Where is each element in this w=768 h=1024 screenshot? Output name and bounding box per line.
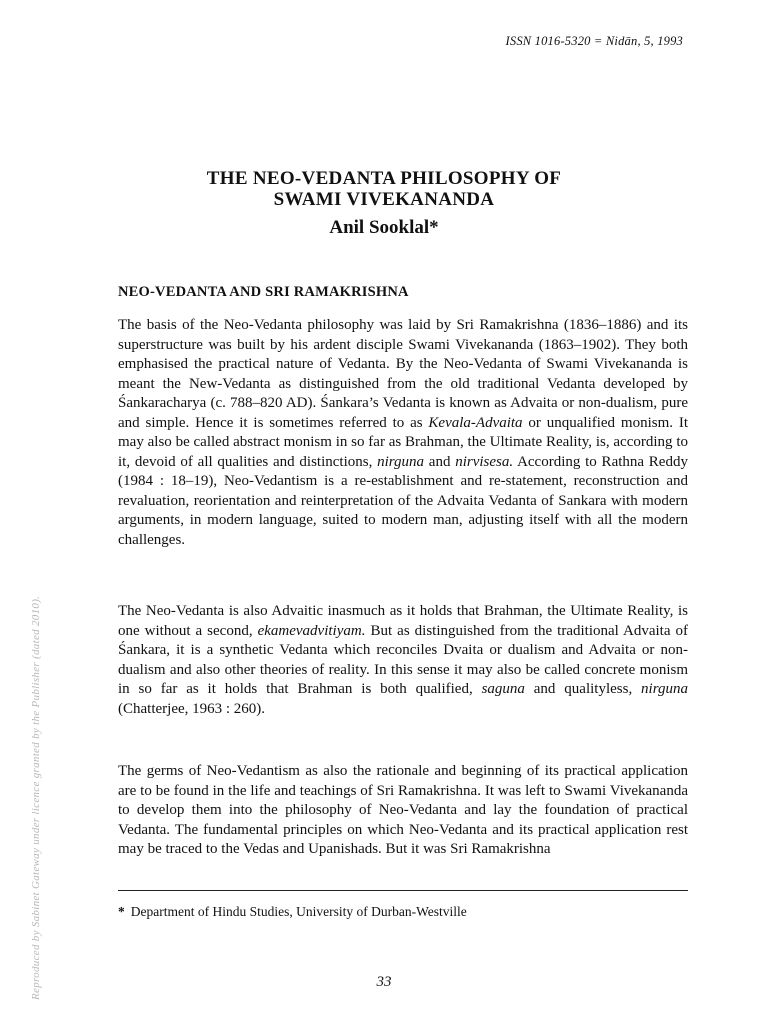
italic-term: Kevala-Advaita (428, 414, 523, 431)
text-run: and (424, 453, 456, 470)
footnote (118, 904, 467, 920)
italic-term: nirguna (641, 681, 688, 697)
title-line-2: SWAMI VIVEKANANDA (273, 189, 495, 210)
text-run: The basis of the Neo-Vedanta philosophy was laid by Sri Ramakrishna (1836–1886) and its superstructure was built by his ardent disciple Swami Vivekananda (1863–1902). They both emphasised the practical nature of Vedanta. By the Neo-Vedanta of Swami Vivekananda is meant the New-Vedanta as distinguished from the old traditional Vedanta developed by Śankaracharya (c. 788–820 AD). Śankara’s Vedanta is known as Advaita or non-dualism, pure and simple. Hence it is sometimes referred to as (118, 317, 688, 431)
section-heading: NEO-VEDANTA AND SRI RAMAKRISHNA (118, 284, 409, 300)
paragraph-2 (118, 602, 688, 719)
title-line-1: THE NEO-VEDANTA PHILOSOPHY OF (206, 168, 562, 189)
footnote-divider (118, 890, 688, 891)
italic-term: saguna (481, 681, 525, 697)
italic-term: ekamevadvitiyam. (257, 622, 366, 639)
sabinet-watermark: Reproduced by Sabinet Gateway under licence granted by the Publisher (dated 2010). (30, 595, 42, 1000)
running-head: ISSN 1016-5320 = Nidān, 5, 1993 (505, 34, 683, 48)
text-run: and qualityless, (524, 681, 642, 697)
title-block (0, 168, 768, 239)
text-run: The Neo-Vedanta is also Advaitic inasmuch as it holds that Brahman, the Ultimate Reality, is one without a second, (118, 603, 688, 639)
text-run: According to Rathna Reddy (1984 : 18–19), Neo-Vedantism is a re-establishment and re-statement, reconstruction and revaluation, reorientation and reinterpretation of the Advaita Vedanta of Sankara with modern arguments, in modern language, suited to modern man, adjusting itself with all the modern challenges. (118, 453, 688, 548)
text-run: But as distinguished from the traditional Advaita of Śankara, it is a synthetic Vedanta which reconciles Dvaita or dualism and Advaita or non-dualism and also other theories of reality. In this sense it may also be called concrete monism in so far as it holds that Brahman is both qualified, (118, 622, 688, 697)
paragraph-3 (118, 762, 688, 860)
paragraph-1 (118, 316, 688, 550)
italic-term: nirguna (377, 453, 425, 470)
author-name: Anil Sooklal* (329, 217, 439, 238)
text-run: The germs of Neo-Vedantism as also the rationale and beginning of its practical application are to be found in the life and teachings of Sri Ramakrishna. It was left to Swami Vivekananda to develop them into the philosophy of Neo-Vedanta and lay the foundation of practical Vedanta. The fundamental principles on which Neo-Vedanta and its practical application rest may be traced to the Vedas and Upanishads. But it was Sri Ramakrishna (118, 763, 688, 857)
footnote-mark: * (118, 904, 125, 919)
text-run: or unqualified monism. It may also be called abstract monism in so far as Brahman, the Ultimate Reality, is, according to it, devoid of all qualities and distinctions, (118, 414, 688, 470)
italic-term: nirvisesa. (455, 453, 514, 470)
text-run: (Chatterjee, 1963 : 260). (118, 700, 266, 717)
page-number: 33 (376, 974, 392, 990)
footnote-text: Department of Hindu Studies, University of Durban-Westville (130, 904, 467, 919)
